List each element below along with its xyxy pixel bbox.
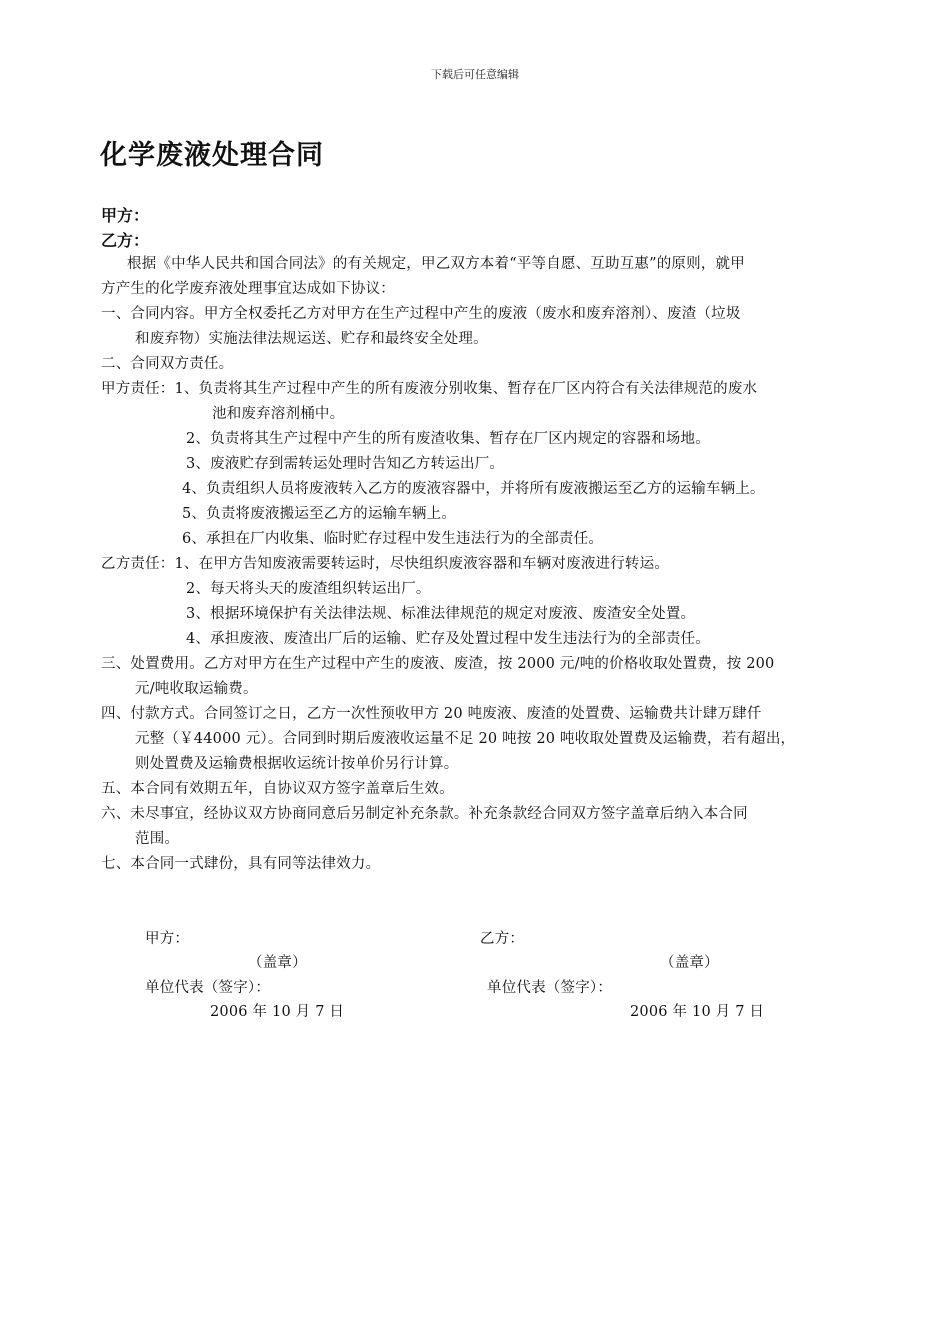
party-a-duty-1-cont: 池和废弃溶剂桶中。 <box>212 406 345 422</box>
clause-5: 五、本合同有效期五年，自协议双方签字盖章后生效。 <box>101 781 454 797</box>
party-a-duty-4: 4、负责组织人员将废液转入乙方的废液容器中，并将所有废液搬运至乙方的运输车辆上。 <box>182 481 765 497</box>
intro-line-1: 根据《中华人民共和国合同法》的有关规定，甲乙双方本着“平等自愿、互助互惠”的原则，就甲 <box>127 256 745 272</box>
clause-4-line-3: 则处置费及运输费根据收运统计按单价另行计算。 <box>135 756 459 772</box>
clause-6-line-1: 六、未尽事宜，经协议双方协商同意后另制定补充条款。补充条款经合同双方签字盖章后纳入本合同 <box>101 806 748 822</box>
party-b-duty-1: 乙方责任：1、在甲方告知废液需要转运时，尽快组织废液容器和车辆对废液进行转运。 <box>101 556 670 572</box>
party-a-heading: 甲方： <box>101 206 150 225</box>
clause-4-line-2: 元整（￥44000 元）。合同到时期后废液收运量不足 20 吨按 20 吨收取处置费及运输费，若有超出， <box>135 731 796 747</box>
signature-party-b-representative: 单位代表（签字）： <box>487 980 613 996</box>
page-header: 下载后可任意编辑 <box>431 68 519 81</box>
signature-party-b-seal: （盖章） <box>660 955 719 971</box>
clause-2-heading: 二、合同双方责任。 <box>101 356 234 372</box>
party-b-heading: 乙方： <box>101 231 150 250</box>
party-a-duty-3: 3、废液贮存到需转运处理时告知乙方转运出厂。 <box>186 456 505 472</box>
clause-1-line-1: 一、合同内容。甲方全权委托乙方对甲方在生产过程中产生的废液（废水和废弃溶剂）、废渣（垃圾 <box>101 306 741 322</box>
clause-3-line-1: 三、处置费用。乙方对甲方在生产过程中产生的废液、废渣，按 2000 元/吨的价格收取处置费，按 200 <box>101 656 775 672</box>
party-b-duty-2: 2、每天将头天的废渣组织转运出厂。 <box>186 581 431 597</box>
clause-6-line-2: 范围。 <box>135 831 180 847</box>
party-a-duty-6: 6、承担在厂内收集、临时贮存过程中发生违法行为的全部责任。 <box>182 531 604 547</box>
intro-line-2: 方产生的化学废弃液处理事宜达成如下协议： <box>101 281 395 297</box>
party-b-duty-3: 3、根据环境保护有关法律法规、标准法律规范的规定对废液、废渣安全处置。 <box>186 606 696 622</box>
clause-3-line-2: 元/吨收取运输费。 <box>135 681 258 697</box>
signature-party-a-seal: （盖章） <box>248 955 307 971</box>
clause-7: 七、本合同一式肆份，具有同等法律效力。 <box>101 856 381 872</box>
clause-1-line-2: 和废弃物）实施法律法规运送、贮存和最终安全处理。 <box>135 331 488 347</box>
signature-party-a-representative: 单位代表（签字）： <box>145 980 271 996</box>
document-title: 化学废液处理合同 <box>100 140 324 171</box>
signature-party-b-date: 2006 年 10 月 7 日 <box>630 1004 765 1020</box>
signature-party-a-date: 2006 年 10 月 7 日 <box>210 1004 345 1020</box>
party-a-duty-1: 甲方责任：1、负责将其生产过程中产生的所有废液分别收集、暂存在厂区内符合有关法律规范的废水 <box>101 381 758 397</box>
party-a-duty-2: 2、负责将其生产过程中产生的所有废渣收集、暂存在厂区内规定的容器和场地。 <box>186 431 710 447</box>
signature-party-b-label: 乙方： <box>480 931 525 947</box>
party-b-duty-4: 4、承担废液、废渣出厂后的运输、贮存及处置过程中发生违法行为的全部责任。 <box>186 631 710 647</box>
clause-4-line-1: 四、付款方式。合同签订之日，乙方一次性预收甲方 20 吨废液、废渣的处置费、运输费共计肆万肆仟 <box>101 706 762 722</box>
signature-party-a-label: 甲方： <box>145 931 190 947</box>
party-a-duty-5: 5、负责将废液搬运至乙方的运输车辆上。 <box>182 506 457 522</box>
